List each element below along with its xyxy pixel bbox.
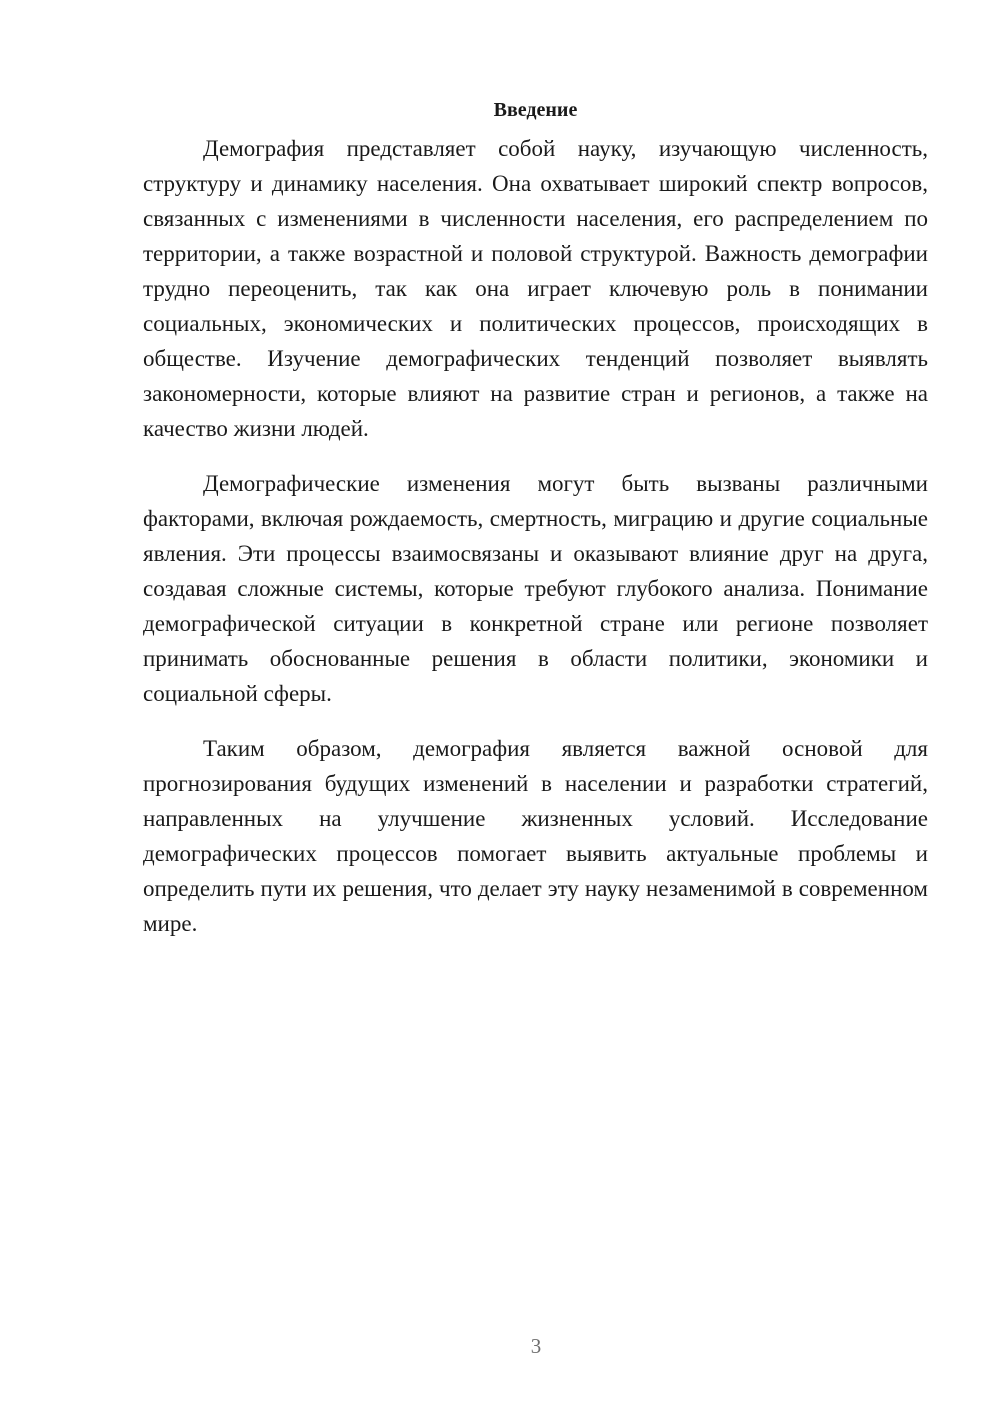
- paragraph-2: Демографические изменения могут быть вызваны различными факторами, включая рождаемость, смертность, миграцию и другие социальные явления. Эти процессы взаимосвязаны и оказывают влияние друг на друга, создавая сложные системы, которые требуют глубокого анализа. Понимание демографической ситуации в конкретной стране или регионе позволяет принимать обоснованные решения в области политики, экономики и социальной сферы.: [143, 471, 928, 706]
- page-number: 3: [530, 1334, 542, 1358]
- page-content: [143, 92, 928, 961]
- paragraph-3: Таким образом, демография является важной основой для прогнозирования будущих изменений в населении и разработки стратегий, направленных на улучшение жизненных условий. Исследование демографических процессов помогает выявить актуальные проблемы и определить пути их решения, что делает эту науку незаменимой в современном мире.: [143, 736, 928, 936]
- section-heading: Введение: [493, 99, 578, 121]
- paragraph-1: Демография представляет собой науку, изучающую численность, структуру и динамику населения. Она охватывает широкий спектр вопросов, связанных с изменениями в численности населения, его распределением по территории, а также возрастной и половой структурой. Важность демографии трудно переоценить, так как она играет ключевую роль в понимании социальных, экономических и политических процессов, происходящих в обществе. Изучение демографических тенденций позволяет выявлять закономерности, которые влияют на развитие стран и регионов, а также на качество жизни людей.: [143, 136, 928, 441]
